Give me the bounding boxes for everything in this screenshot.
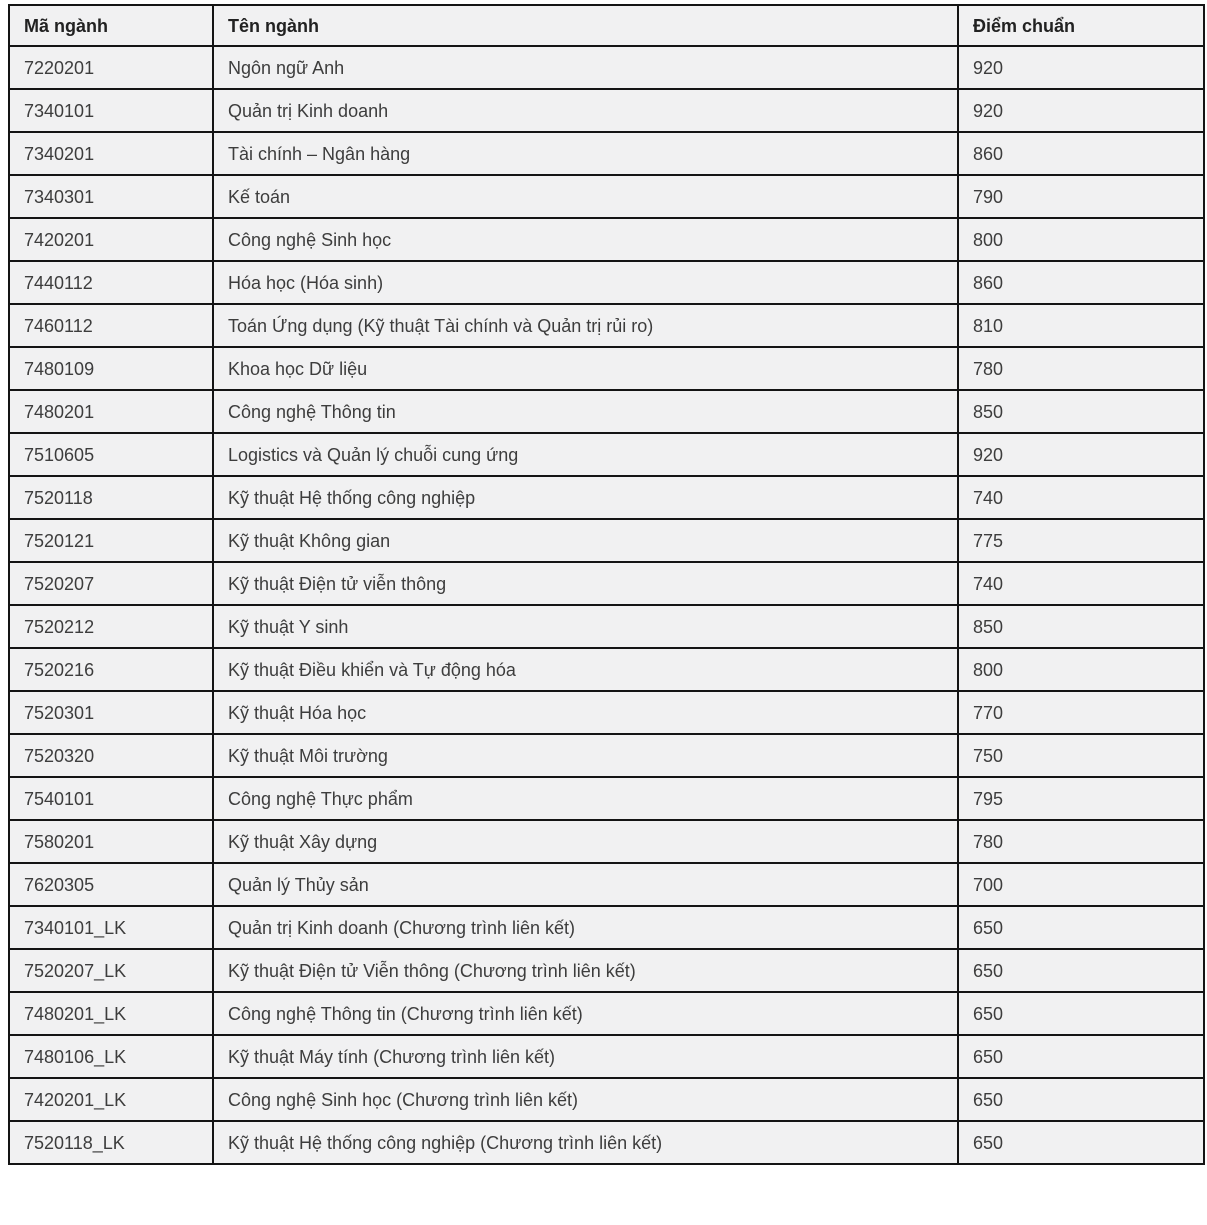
score-cell: 850 xyxy=(958,605,1204,648)
score-cell: 650 xyxy=(958,992,1204,1035)
table-row xyxy=(9,476,1204,519)
name-cell: Công nghệ Sinh học xyxy=(213,218,958,261)
table-row xyxy=(9,1035,1204,1078)
score-cell: 780 xyxy=(958,820,1204,863)
score-cell: 800 xyxy=(958,218,1204,261)
table-row xyxy=(9,132,1204,175)
code-cell: 7220201 xyxy=(9,46,213,89)
table-row xyxy=(9,949,1204,992)
name-cell: Toán Ứng dụng (Kỹ thuật Tài chính và Quản trị rủi ro) xyxy=(213,304,958,347)
name-cell: Kỹ thuật Không gian xyxy=(213,519,958,562)
score-cell: 810 xyxy=(958,304,1204,347)
code-cell: 7440112 xyxy=(9,261,213,304)
score-cell: 795 xyxy=(958,777,1204,820)
name-cell: Công nghệ Sinh học (Chương trình liên kết) xyxy=(213,1078,958,1121)
score-cell: 650 xyxy=(958,1035,1204,1078)
name-cell: Công nghệ Thực phẩm xyxy=(213,777,958,820)
score-cell: 920 xyxy=(958,89,1204,132)
code-cell: 7520207 xyxy=(9,562,213,605)
code-cell: 7520320 xyxy=(9,734,213,777)
table-row xyxy=(9,691,1204,734)
table-row xyxy=(9,89,1204,132)
name-cell: Kỹ thuật Y sinh xyxy=(213,605,958,648)
code-cell: 7520216 xyxy=(9,648,213,691)
table-row xyxy=(9,433,1204,476)
code-cell: 7520301 xyxy=(9,691,213,734)
name-cell: Ngôn ngữ Anh xyxy=(213,46,958,89)
name-cell: Quản trị Kinh doanh (Chương trình liên kết) xyxy=(213,906,958,949)
table-row xyxy=(9,906,1204,949)
code-cell: 7520207_LK xyxy=(9,949,213,992)
code-cell: 7480201 xyxy=(9,390,213,433)
table-header-row xyxy=(9,5,1204,46)
score-cell: 750 xyxy=(958,734,1204,777)
header-cell-code: Mã ngành xyxy=(9,5,213,46)
name-cell: Logistics và Quản lý chuỗi cung ứng xyxy=(213,433,958,476)
table-row xyxy=(9,261,1204,304)
table-row xyxy=(9,777,1204,820)
score-cell: 800 xyxy=(958,648,1204,691)
table-row xyxy=(9,648,1204,691)
name-cell: Kỹ thuật Hệ thống công nghiệp xyxy=(213,476,958,519)
code-cell: 7420201 xyxy=(9,218,213,261)
code-cell: 7480106_LK xyxy=(9,1035,213,1078)
code-cell: 7420201_LK xyxy=(9,1078,213,1121)
table-row xyxy=(9,605,1204,648)
table-row xyxy=(9,1078,1204,1121)
table-row xyxy=(9,734,1204,777)
score-cell: 770 xyxy=(958,691,1204,734)
code-cell: 7580201 xyxy=(9,820,213,863)
table-row xyxy=(9,46,1204,89)
code-cell: 7520118_LK xyxy=(9,1121,213,1164)
table-row xyxy=(9,218,1204,261)
score-cell: 650 xyxy=(958,1121,1204,1164)
name-cell: Kỹ thuật Xây dựng xyxy=(213,820,958,863)
name-cell: Tài chính – Ngân hàng xyxy=(213,132,958,175)
table-row xyxy=(9,992,1204,1035)
score-cell: 740 xyxy=(958,562,1204,605)
score-cell: 790 xyxy=(958,175,1204,218)
name-cell: Kỹ thuật Điện tử Viễn thông (Chương trình liên kết) xyxy=(213,949,958,992)
name-cell: Kỹ thuật Môi trường xyxy=(213,734,958,777)
table-row xyxy=(9,347,1204,390)
name-cell: Kỹ thuật Hệ thống công nghiệp (Chương trình liên kết) xyxy=(213,1121,958,1164)
code-cell: 7520212 xyxy=(9,605,213,648)
table-row xyxy=(9,304,1204,347)
table-row xyxy=(9,820,1204,863)
score-cell: 850 xyxy=(958,390,1204,433)
score-cell: 920 xyxy=(958,433,1204,476)
name-cell: Khoa học Dữ liệu xyxy=(213,347,958,390)
table-row xyxy=(9,519,1204,562)
admission-scores-table xyxy=(8,4,1205,1165)
name-cell: Kỹ thuật Điện tử viễn thông xyxy=(213,562,958,605)
code-cell: 7340201 xyxy=(9,132,213,175)
score-cell: 650 xyxy=(958,949,1204,992)
name-cell: Kế toán xyxy=(213,175,958,218)
code-cell: 7340101_LK xyxy=(9,906,213,949)
name-cell: Quản trị Kinh doanh xyxy=(213,89,958,132)
code-cell: 7540101 xyxy=(9,777,213,820)
code-cell: 7480109 xyxy=(9,347,213,390)
table-row xyxy=(9,175,1204,218)
name-cell: Hóa học (Hóa sinh) xyxy=(213,261,958,304)
name-cell: Kỹ thuật Điều khiển và Tự động hóa xyxy=(213,648,958,691)
code-cell: 7340301 xyxy=(9,175,213,218)
name-cell: Kỹ thuật Hóa học xyxy=(213,691,958,734)
score-cell: 780 xyxy=(958,347,1204,390)
table-row xyxy=(9,390,1204,433)
code-cell: 7520121 xyxy=(9,519,213,562)
name-cell: Kỹ thuật Máy tính (Chương trình liên kết) xyxy=(213,1035,958,1078)
code-cell: 7340101 xyxy=(9,89,213,132)
score-cell: 920 xyxy=(958,46,1204,89)
header-cell-name: Tên ngành xyxy=(213,5,958,46)
score-cell: 860 xyxy=(958,132,1204,175)
header-cell-score: Điểm chuẩn xyxy=(958,5,1204,46)
code-cell: 7460112 xyxy=(9,304,213,347)
code-cell: 7480201_LK xyxy=(9,992,213,1035)
score-cell: 860 xyxy=(958,261,1204,304)
score-cell: 740 xyxy=(958,476,1204,519)
code-cell: 7620305 xyxy=(9,863,213,906)
code-cell: 7520118 xyxy=(9,476,213,519)
name-cell: Quản lý Thủy sản xyxy=(213,863,958,906)
score-cell: 775 xyxy=(958,519,1204,562)
score-cell: 700 xyxy=(958,863,1204,906)
score-cell: 650 xyxy=(958,1078,1204,1121)
score-cell: 650 xyxy=(958,906,1204,949)
name-cell: Công nghệ Thông tin xyxy=(213,390,958,433)
table-row xyxy=(9,863,1204,906)
table-row xyxy=(9,562,1204,605)
name-cell: Công nghệ Thông tin (Chương trình liên kết) xyxy=(213,992,958,1035)
code-cell: 7510605 xyxy=(9,433,213,476)
table-row xyxy=(9,1121,1204,1164)
